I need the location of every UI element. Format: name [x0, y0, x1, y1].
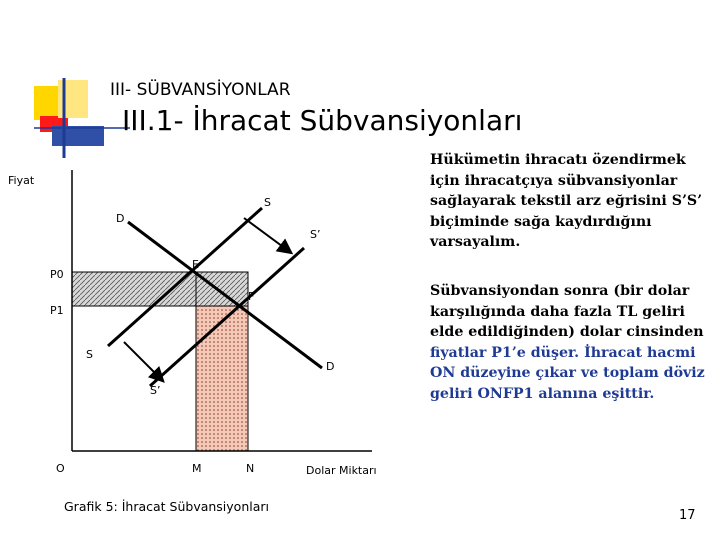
paragraph-result [430, 281, 720, 404]
label-d-bottom: D [326, 360, 335, 373]
label-s-prime-top: S’ [310, 228, 321, 241]
label-n: N [246, 462, 255, 475]
label-s-bottom: S [86, 348, 93, 361]
label-m: M [192, 462, 202, 475]
label-p0: P0 [50, 268, 64, 281]
label-s-prime-bottom: S’ [150, 384, 161, 397]
shift-arrow-bottom [124, 342, 162, 380]
area-mnf-shaded [196, 306, 248, 451]
label-e: E [192, 258, 199, 271]
y-axis-label: Fiyat [8, 174, 35, 187]
paragraph-result-highlight-price: fiyatlar P1’e düşer. [430, 344, 580, 361]
x-axis-label: Dolar Miktarı [306, 464, 377, 477]
section-title: III- SÜBVANSİYONLAR [110, 80, 291, 100]
label-s-top: S [264, 196, 271, 209]
label-f: F [248, 290, 255, 303]
paragraph-result-text: Sübvansiyondan sonra (bir dolar karşılığında daha fazla TL geliri elde edildiğinden) dolar cinsinden [430, 283, 704, 340]
slide-title: III.1- İhracat Sübvansiyonları [122, 104, 523, 137]
export-subsidy-diagram [0, 160, 420, 490]
paragraph-result-highlight-volume: İhracat hacmi ON düzeyine çıkar ve toplam döviz geliri ONFP1 alanına eşittir. [430, 344, 705, 402]
page-number: 17 [679, 508, 696, 523]
paragraph-assumption: Hükümetin ihracatı özendirmek için ihracatçıya sübvansiyonlar sağlayarak tekstil arz eğrisini S’S’ biçiminde sağa kaydırdığını varsayalım. [430, 152, 703, 250]
label-d-top: D [116, 212, 125, 225]
label-p1: P1 [50, 304, 64, 317]
label-o: O [56, 462, 65, 475]
shift-arrow-top [244, 218, 290, 252]
diagram-caption: Grafik 5: İhracat Sübvansiyonları [64, 499, 269, 514]
